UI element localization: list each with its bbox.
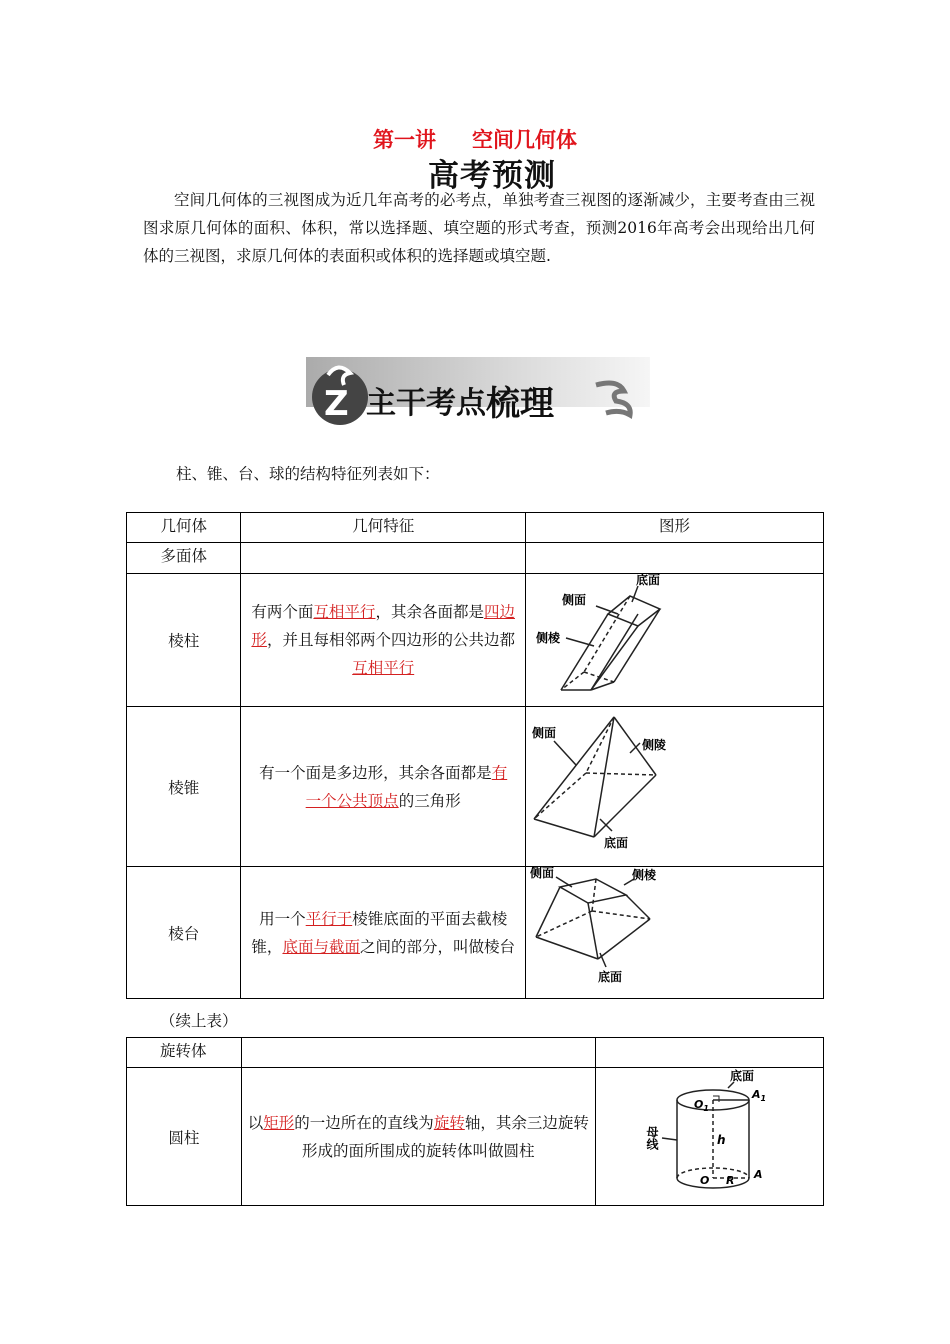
group-row-revolution	[127, 1038, 824, 1068]
table-row-frustum	[127, 867, 824, 999]
pyramid-diagram	[526, 707, 823, 862]
polyhedron-table	[126, 512, 824, 999]
svg-text:R: R	[725, 1174, 735, 1187]
group-label: 旋转体	[127, 1038, 242, 1068]
row-description: 用一个平行于棱锥底面的平面去截棱锥，底面与截面之间的部分，叫做棱台	[241, 867, 526, 999]
svg-text:侧陵: 侧陵	[641, 738, 666, 752]
pyramid-figure	[525, 707, 823, 867]
svg-text:侧棱: 侧棱	[631, 868, 656, 882]
cylinder-diagram	[596, 1068, 823, 1201]
svg-text:底面: 底面	[597, 970, 622, 984]
svg-text:侧面: 侧面	[531, 726, 556, 740]
svg-text:O1: $O_1$	[693, 1098, 709, 1113]
table-row-cylinder	[127, 1068, 824, 1206]
row-name: 棱台	[127, 867, 241, 999]
header-feature: 几何特征	[241, 513, 526, 543]
svg-text:底面: 底面	[635, 574, 660, 587]
section-banner-prediction: 高考预测	[428, 158, 556, 194]
row-description: 有一个面是多边形，其余各面都是有 一个公共顶点的三角形	[241, 707, 526, 867]
svg-text:侧棱: 侧棱	[535, 631, 560, 645]
svg-text:底面: 底面	[603, 836, 628, 850]
prism-diagram	[526, 574, 823, 702]
row-description: 有两个面互相平行，其余各面都是四边形，并且每相邻两个四边形的公共边都互相平行	[241, 574, 526, 707]
banner-text-bold: 梳理	[486, 384, 554, 424]
svg-text:母线: 母线	[644, 1126, 659, 1150]
svg-text:A: A	[753, 1168, 763, 1181]
row-name: 棱锥	[127, 707, 241, 867]
header-solid: 几何体	[127, 513, 241, 543]
continued-label: （续上表）	[160, 1012, 238, 1030]
table-intro: 柱、锥、台、球的结构特征列表如下：	[176, 465, 440, 483]
frustum-diagram	[526, 867, 823, 994]
row-description: 以矩形的一边所在的直线为旋转轴，其余三边旋转形成的面所围成的旋转体叫做圆柱	[241, 1068, 595, 1206]
row-name: 棱柱	[127, 574, 241, 707]
row-name: 圆柱	[127, 1068, 242, 1206]
svg-text:A1: $A_1$	[751, 1088, 767, 1103]
title-part1: 第一讲	[373, 128, 436, 152]
prism-figure	[525, 574, 823, 707]
intro-text: 空间几何体的三视图成为近几年高考的必考点，单独考查三视图的逐渐减少，主要考查由三视图求原几何体的面积、体积，常以选择题、填空题的形式考查，预测2016年高考会出现给出几何体的三视图，求原几何体的表面积或体积的选择题或填空题.	[143, 191, 815, 265]
table-row-prism	[127, 574, 824, 707]
header-figure: 图形	[525, 513, 823, 543]
table-header-row	[127, 513, 824, 543]
svg-text:侧面: 侧面	[529, 867, 554, 880]
svg-text:h: h	[716, 1133, 726, 1147]
frustum-figure	[525, 867, 823, 999]
banner-letter: Z	[324, 384, 349, 424]
group-row-polyhedron	[127, 543, 824, 574]
table-row-pyramid	[127, 707, 824, 867]
svg-text:O: O	[699, 1174, 710, 1187]
svg-text:底面: 底面	[729, 1069, 754, 1083]
revolution-table	[126, 1037, 824, 1206]
cylinder-figure	[595, 1068, 823, 1206]
title-part2: 空间几何体	[472, 128, 577, 152]
svg-text:侧面: 侧面	[561, 593, 586, 607]
section-banner-key-points	[300, 355, 650, 425]
banner-text-plain: 主干考点	[366, 386, 486, 421]
intro-paragraph	[143, 186, 815, 270]
group-label: 多面体	[127, 543, 241, 574]
